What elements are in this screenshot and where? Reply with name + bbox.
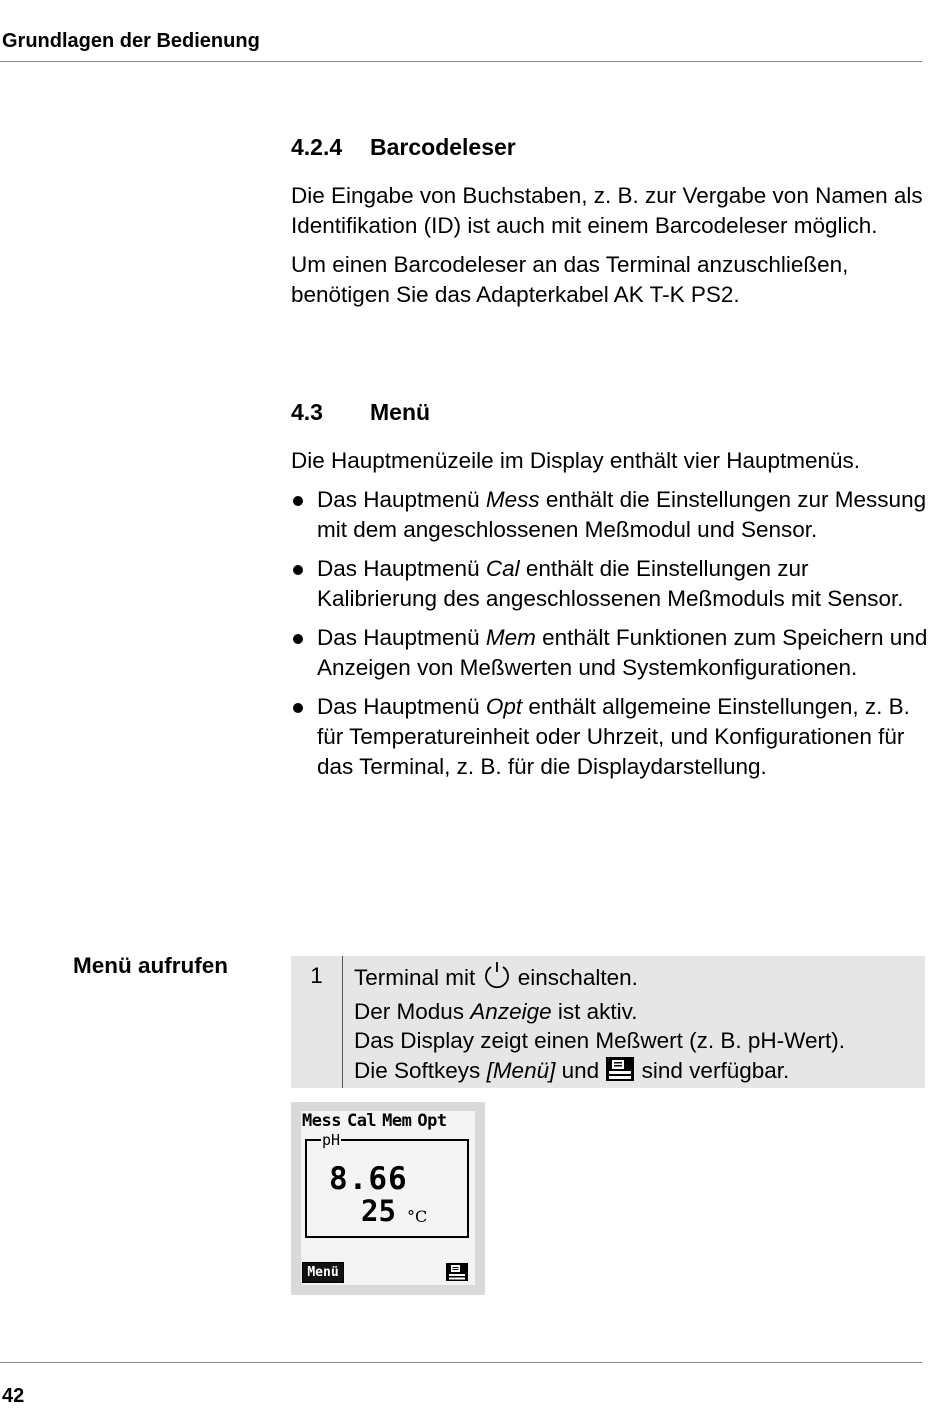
paragraph: Die Eingabe von Buchstaben, z. B. zur Vergabe von Namen als Identifikation (ID) ist auch mit einem Barcodeleser möglich. [291, 183, 923, 238]
measured-value: 8.66 [329, 1161, 408, 1197]
section-number: 4.3 [291, 399, 323, 425]
menu-name: Cal [485, 556, 520, 581]
paragraph: Die Hauptmenüzeile im Display enthält vier Hauptmenüs. [291, 448, 861, 473]
list-item: Das Hauptmenü Mem enthält Funktionen zum Speichern und Anzeigen von Meßwerten und Systemkonfigurationen. [291, 623, 931, 683]
softkey-menu-button[interactable]: Menü [302, 1262, 344, 1283]
section-body-barcodeleser [291, 181, 931, 310]
section-heading-barcodeleser [291, 134, 516, 161]
section-body-menu [291, 446, 931, 791]
menu-mem[interactable]: Mem [382, 1111, 412, 1131]
main-menu-list [291, 485, 931, 782]
menu-name: Mess [485, 487, 540, 512]
list-item: Das Hauptmenü Opt enthält allgemeine Einstellungen, z. B. für Temperatureinheit oder Uhrzeit, und Konfigurationen für das Terminal, z. B. für die Displaydarstellung. [291, 692, 931, 782]
list-item: Das Hauptmenü Cal enthält die Einstellungen zur Kalibrierung des angeschlossenen Meßmoduls mit Sensor. [291, 554, 931, 614]
temperature-value: 25 [361, 1194, 396, 1228]
menu-mess[interactable]: Mess [302, 1111, 341, 1131]
menu-name: Opt [485, 694, 523, 719]
running-header: Grundlagen der Bedienung [2, 30, 260, 52]
softkey-name: [Menü] [486, 1057, 556, 1083]
step-text: Terminal mit einschalten. Der Modus Anzeige ist aktiv. Das Display zeigt einen Meßwert (z. B. pH-Wert). Die Softkeys [Menü] und sind verfügbar. [354, 961, 924, 1089]
step-number: 1 [291, 956, 343, 1088]
menu-opt[interactable]: Opt [417, 1111, 447, 1131]
print-icon [605, 1056, 635, 1090]
temperature-unit: °C [407, 1207, 428, 1226]
section-heading-menu [291, 399, 430, 426]
section-title: Menü [370, 399, 431, 425]
instruction-step [291, 956, 925, 1088]
print-icon[interactable] [446, 1263, 468, 1285]
main-menu-bar [302, 1111, 474, 1131]
menu-cal[interactable]: Cal [346, 1111, 377, 1131]
side-label-menu-call: Menü aufrufen [73, 953, 228, 978]
header-rule [0, 61, 922, 62]
section-number: 4.2.4 [291, 134, 343, 160]
terminal-display-illustration [291, 1102, 485, 1295]
section-title: Barcodeleser [370, 134, 516, 160]
display-screen [301, 1111, 475, 1285]
power-icon [482, 961, 512, 997]
menu-name: Mem [485, 625, 536, 650]
footer-rule [0, 1362, 922, 1363]
mode-name: Anzeige [470, 998, 552, 1024]
paragraph: Um einen Barcodeleser an das Terminal anzuschließen, benötigen Sie das Adapterkabel AK T-K PS2. [291, 252, 849, 307]
list-item: Das Hauptmenü Mess enthält die Einstellungen zur Messung mit dem angeschlossenen Meßmodul und Sensor. [291, 485, 931, 545]
page-number: 42 [2, 1385, 25, 1407]
parameter-label: pH [322, 1131, 341, 1149]
